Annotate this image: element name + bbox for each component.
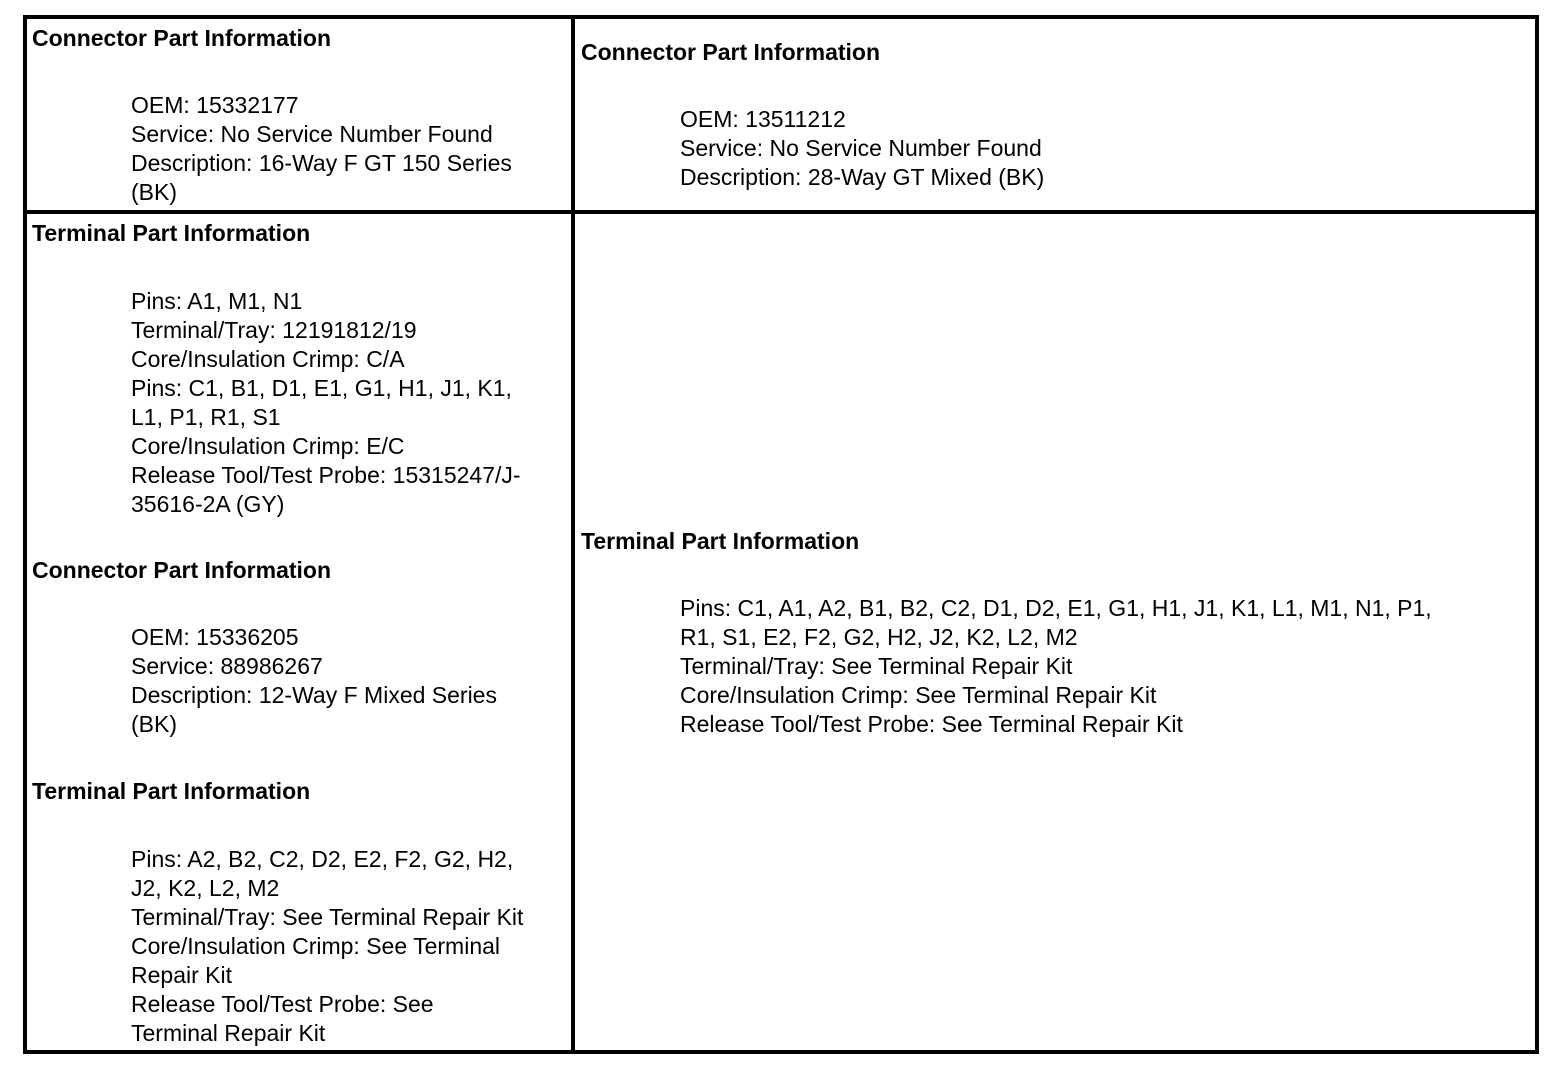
row-divider [23,210,1539,214]
left-terminal-1-details [131,287,567,519]
detail-line: Service: 88986267 [131,653,323,679]
detail-line: Service: No Service Number Found [131,121,493,147]
detail-line: Pins: A1, M1, N1 [131,288,303,314]
left-terminal-1-heading: Terminal Part Information [32,220,311,246]
detail-line: L1, P1, R1, S1 [131,404,281,430]
detail-line: Release Tool/Test Probe: See [131,991,434,1017]
detail-line: Release Tool/Test Probe: 15315247/J- [131,462,521,488]
detail-line: Description: 28-Way GT Mixed (BK) [680,164,1045,190]
detail-line: Terminal/Tray: 12191812/19 [131,317,417,343]
right-connector-heading: Connector Part Information [581,39,881,65]
detail-line: OEM: 15332177 [131,92,299,118]
detail-line: Pins: C1, B1, D1, E1, G1, H1, J1, K1, [131,375,512,401]
detail-line: Service: No Service Number Found [680,135,1042,161]
left-terminal-2-details [131,845,569,1048]
detail-line: Core/Insulation Crimp: See Terminal Repair Kit [680,682,1157,708]
detail-line: Core/Insulation Crimp: See Terminal [131,933,501,959]
detail-line: Pins: A2, B2, C2, D2, E2, F2, G2, H2, [131,846,514,872]
column-divider [571,15,575,1054]
detail-line: Repair Kit [131,962,232,988]
detail-line: Description: 16-Way F GT 150 Series [131,150,512,176]
detail-line: Release Tool/Test Probe: See Terminal Repair Kit [680,711,1183,737]
detail-line: Terminal Repair Kit [131,1020,326,1046]
detail-line: Core/Insulation Crimp: E/C [131,433,405,459]
right-connector-details [680,105,1520,192]
detail-line: Terminal/Tray: See Terminal Repair Kit [680,653,1073,679]
detail-line: OEM: 13511212 [680,106,846,132]
detail-line: R1, S1, E2, F2, G2, H2, J2, K2, L2, M2 [680,624,1078,650]
left-connector-2-heading: Connector Part Information [32,557,332,583]
detail-line: (BK) [131,711,177,737]
detail-line: Description: 12-Way F Mixed Series [131,682,497,708]
detail-line: Pins: C1, A1, A2, B1, B2, C2, D1, D2, E1, G1, H1, J1, K1, L1, M1, N1, P1, [680,595,1432,621]
left-terminal-2-heading: Terminal Part Information [32,778,311,804]
left-connector-2-details [131,623,567,739]
detail-line: (BK) [131,179,177,205]
detail-line: 35616-2A (GY) [131,491,285,517]
detail-line: Terminal/Tray: See Terminal Repair Kit [131,904,524,930]
right-terminal-details [680,594,1530,739]
detail-line: J2, K2, L2, M2 [131,875,280,901]
detail-line: OEM: 15336205 [131,624,299,650]
left-connector-1-details [131,91,561,207]
detail-line: Core/Insulation Crimp: C/A [131,346,405,372]
right-terminal-heading: Terminal Part Information [581,528,860,554]
left-connector-1-heading: Connector Part Information [32,25,332,51]
